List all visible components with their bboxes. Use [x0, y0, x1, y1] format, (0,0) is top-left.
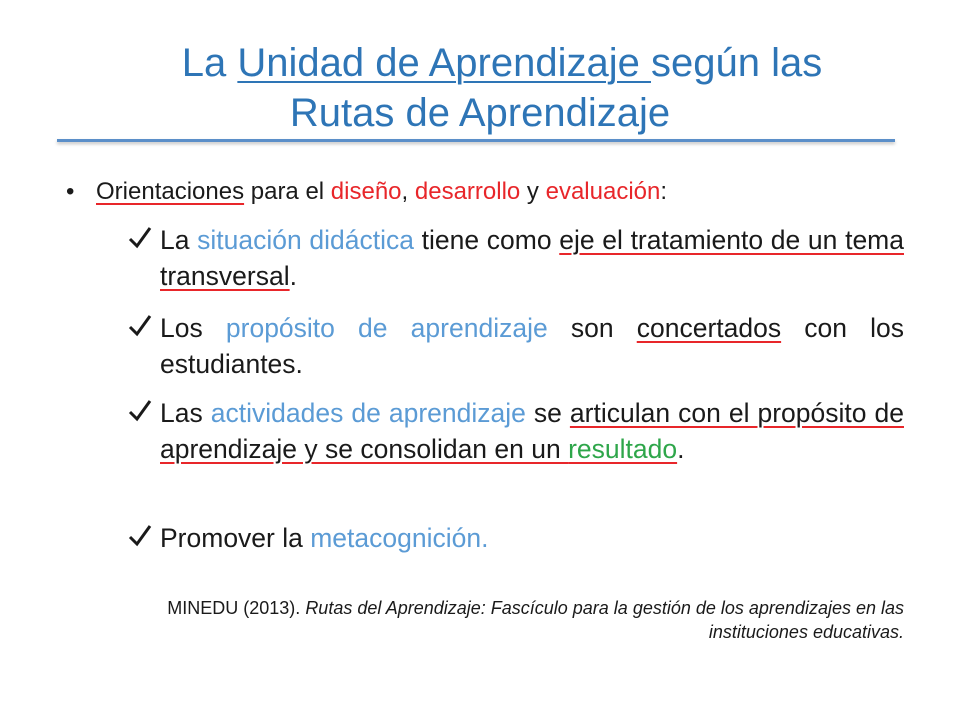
checkmark-icon: [128, 310, 152, 340]
text-fragment: Promover la: [160, 523, 311, 553]
text-fragment: metacognición.: [310, 523, 489, 553]
text-fragment: .: [677, 434, 685, 464]
text-fragment: concertados: [636, 313, 782, 343]
title-text-la: La: [181, 41, 238, 85]
slide-title-line-1: [60, 38, 900, 88]
word-orientaciones: Orientaciones: [96, 178, 245, 205]
text-fragment: y: [520, 178, 546, 205]
list-item-1: [128, 222, 904, 294]
text-fragment: ,: [401, 178, 415, 205]
text-fragment: para el: [244, 178, 331, 205]
list-item-2: [128, 310, 904, 382]
text-fragment: .: [289, 261, 297, 291]
list-item-4-text: [160, 520, 904, 556]
text-fragment: situación didáctica: [197, 225, 414, 255]
text-fragment: tiene como: [413, 225, 560, 255]
word-evaluacion: evaluación: [545, 178, 661, 205]
text-fragment: Los: [160, 313, 226, 343]
title-text-unidad: Unidad de Aprendizaje: [237, 41, 651, 85]
text-fragment: resultado: [568, 434, 678, 464]
text-fragment: propósito de aprendizaje: [225, 313, 548, 343]
text-fragment: MINEDU (2013).: [167, 598, 306, 618]
text-fragment: actividades de aprendizaje: [210, 398, 526, 428]
text-fragment: Las: [160, 398, 211, 428]
word-diseno: diseño: [330, 178, 402, 205]
list-item-3: [128, 395, 904, 467]
word-desarrollo: desarrollo: [414, 178, 521, 205]
title-text-segun: según las: [651, 41, 823, 85]
text-fragment: :: [660, 178, 668, 205]
checkmark-icon: [128, 222, 152, 252]
text-fragment: se: [525, 398, 570, 428]
slide-title-line-2: Rutas de Aprendizaje: [289, 91, 671, 135]
list-item-3-text: [160, 395, 904, 467]
citation: [160, 596, 904, 644]
title-divider: [57, 139, 895, 142]
text-fragment: eje el tratamiento de un tema transversal: [160, 225, 904, 291]
list-item-2-text: [160, 310, 904, 382]
bullet-dot-icon: •: [66, 178, 75, 205]
list-item-1-text: [160, 222, 904, 294]
text-fragment: articulan con el propósito de aprendizaje y se consolidan en un: [160, 398, 904, 464]
list-item-4: [128, 520, 904, 556]
checkmark-icon: [128, 520, 152, 550]
text-fragment: con los estudiantes.: [160, 313, 905, 379]
main-bullet-text: [96, 176, 667, 208]
slide-title: [60, 38, 900, 138]
checkmark-icon: [128, 395, 152, 425]
text-fragment: Rutas del Aprendizaje: Fascículo para la gestión de los aprendizajes en las instituciones educativas.: [305, 598, 904, 642]
text-fragment: son: [547, 313, 637, 343]
text-fragment: La: [160, 225, 198, 255]
